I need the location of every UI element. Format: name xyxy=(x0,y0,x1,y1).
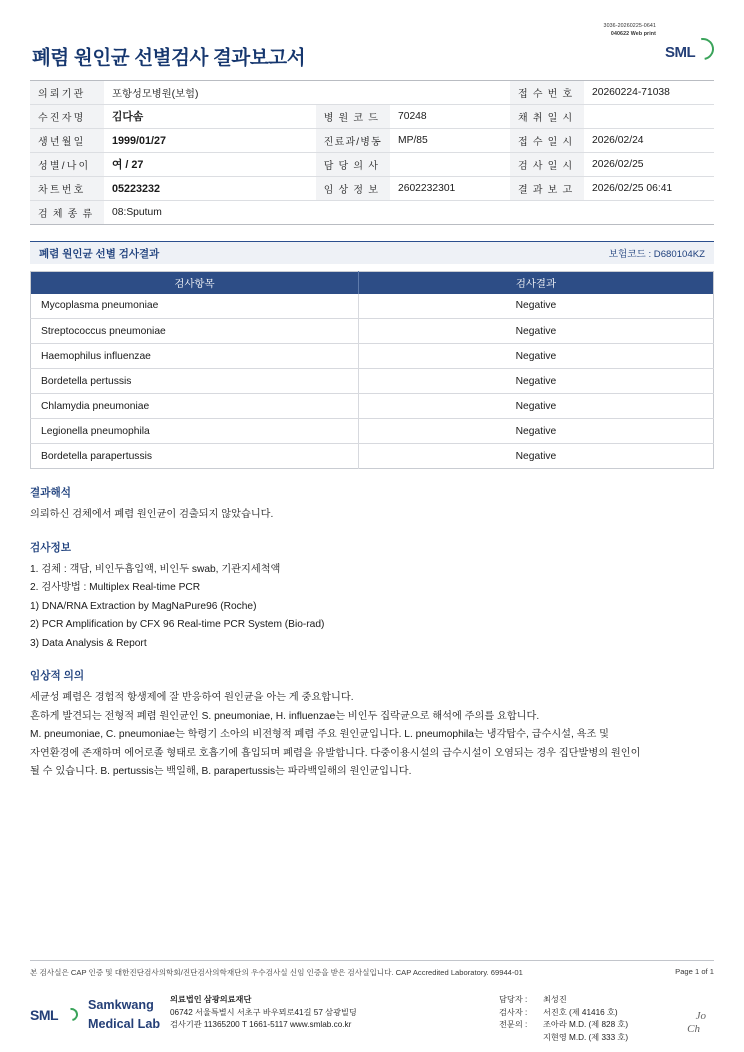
footer-logo-word1: Samkwang xyxy=(87,998,154,1013)
insurance-code: 보험코드 : D680104KZ xyxy=(608,249,705,260)
footer-person-value: 지현영 M.D. (제 333 호) xyxy=(543,1032,629,1042)
page-number: Page 1 of 1 xyxy=(675,967,714,977)
table-row xyxy=(30,153,714,177)
footer-person-row xyxy=(499,1019,714,1031)
print-code-block xyxy=(604,22,656,38)
pathogen-result: Negative xyxy=(358,419,713,444)
clinical-line: 세균성 폐렴은 경험적 항생제에 잘 반응하여 원인균을 아는 게 중요합니다. xyxy=(30,692,354,704)
info-value: 70248 xyxy=(390,105,510,129)
test-info-line: 2. 검사방법 : Multiplex Real-time PCR xyxy=(30,582,201,594)
print-code-1: 3036-20260225-0641 xyxy=(603,23,656,29)
table-row xyxy=(31,294,714,319)
pathogen-result: Negative xyxy=(358,344,713,369)
table-row xyxy=(31,344,714,369)
info-label: 의뢰기관 xyxy=(30,81,104,105)
table-row xyxy=(30,129,714,153)
info-label: 접 수 번 호 xyxy=(510,81,584,105)
column-header-result: 검사결과 xyxy=(358,272,713,294)
info-value: 2026/02/25 06:41 xyxy=(584,177,714,201)
info-value xyxy=(390,153,510,177)
info-label: 임 상 정 보 xyxy=(316,177,390,201)
info-value: 여 / 27 xyxy=(104,153,316,177)
info-label: 생년월일 xyxy=(30,129,104,153)
logo-swoosh-icon xyxy=(62,1005,80,1023)
footer-person-value: 최성진 xyxy=(543,995,567,1005)
info-label: 검 체 종 류 xyxy=(30,201,104,225)
info-label: 병 원 코 드 xyxy=(316,105,390,129)
footer-main-row xyxy=(30,992,714,1044)
test-info-line: 1) DNA/RNA Extraction by MagNaPure96 (Roche) xyxy=(30,600,257,612)
info-value: 2026/02/24 xyxy=(584,129,714,153)
table-row xyxy=(30,177,714,201)
footer-person-key: 전문의 : xyxy=(499,1020,528,1030)
footer-people-block xyxy=(499,992,714,1044)
pathogen-name: Bordetella pertussis xyxy=(31,369,359,394)
info-label: 결 과 보 고 xyxy=(510,177,584,201)
footer-person-key: 검사자 : xyxy=(499,1007,528,1017)
page-title: 폐렴 원인균 선별검사 결과보고서 xyxy=(32,47,306,69)
info-label: 차트번호 xyxy=(30,177,104,201)
clinical-line: 자연환경에 존재하며 에어로졸 형태로 호흡기에 흡입되며 폐렴을 유발합니다. 다중이용시설의 급수시설이 오염되는 경우 집단발병의 원인이 xyxy=(30,747,641,759)
clinical-line: 흔하게 발견되는 전형적 폐렴 원인균인 S. pneumoniae, H. influenzae는 비인두 집락균으로 해석에 주의를 요합니다. xyxy=(30,710,540,722)
info-label: 담 당 의 사 xyxy=(316,153,390,177)
section-title: 폐렴 원인균 선별 검사결과 xyxy=(39,247,160,260)
info-value: 05223232 xyxy=(104,177,316,201)
sml-logo-icon xyxy=(662,36,714,70)
footer-person-key: 담당자 : xyxy=(499,995,528,1005)
footer-address: 06742 서울특별시 서초구 바우뫼로41길 57 삼광빌딩 xyxy=(170,1007,357,1017)
results-section-header xyxy=(30,241,714,264)
column-header-item: 검사항목 xyxy=(31,272,359,294)
table-row xyxy=(31,419,714,444)
table-row xyxy=(30,105,714,129)
print-code-2: 040622 Web print xyxy=(610,31,656,38)
report-header xyxy=(30,22,714,74)
info-value: 김다솜 xyxy=(104,105,316,129)
info-label: 수진자명 xyxy=(30,105,104,129)
footer-person-row xyxy=(499,1032,714,1044)
pathogen-name: Streptococcus pneumoniae xyxy=(31,319,359,344)
test-info-line: 1. 검체 : 객담, 비인두흡입액, 비인두 swab, 기관지세척액 xyxy=(30,563,281,575)
pathogen-name: Bordetella parapertussis xyxy=(31,444,359,469)
interpretation-block xyxy=(30,485,714,524)
pathogen-name: Haemophilus influenzae xyxy=(31,344,359,369)
sml-logo-text: SML xyxy=(30,1006,59,1023)
info-value: 포항성모병원(보험) xyxy=(104,81,510,105)
results-table xyxy=(30,271,714,469)
test-info-line: 2) PCR Amplification by CFX 96 Real-time PCR System (Bio-rad) xyxy=(30,619,325,631)
signature-icon: Jo xyxy=(695,1010,706,1023)
info-value: 20260224-71038 xyxy=(584,81,714,105)
footer-logo-words xyxy=(88,996,160,1033)
pathogen-result: Negative xyxy=(358,369,713,394)
patient-info-table xyxy=(30,80,714,225)
footer-logo-word2: Medical Lab xyxy=(87,1016,161,1031)
pathogen-result: Negative xyxy=(358,394,713,419)
test-info-title: 검사정보 xyxy=(30,541,71,554)
info-value: 2026/02/25 xyxy=(584,153,714,177)
table-header-row xyxy=(31,272,714,294)
clinical-line: 될 수 있습니다. B. pertussis는 백일해, B. parapertussis는 파라백일해의 원인균입니다. xyxy=(30,766,412,778)
pathogen-result: Negative xyxy=(358,444,713,469)
signature-icon: Ch xyxy=(687,1023,700,1036)
footer-person-row xyxy=(499,994,714,1006)
footer-person-value: 조아라 M.D. (제 828 호) xyxy=(543,1020,629,1030)
info-label: 진료과/병동 xyxy=(316,129,390,153)
info-label: 접 수 일 시 xyxy=(510,129,584,153)
test-info-line: 3) Data Analysis & Report xyxy=(30,637,147,649)
clinical-line: M. pneumoniae, C. pneumoniae는 학령기 소아의 비전형적 폐렴 주요 원인균입니다. L. pneumophila는 냉각탑수, 급수시설, 욕조 및 xyxy=(30,729,610,741)
accreditation-note: 본 검사실은 CAP 인증 및 대한진단검사의학회/진단검사의학재단의 우수검사실 신임 인증을 받은 검사실입니다. CAP Accredited Laboratory. 69944-01 xyxy=(30,968,523,978)
table-row xyxy=(30,81,714,105)
table-row xyxy=(30,201,714,225)
info-label: 성별/나이 xyxy=(30,153,104,177)
table-row xyxy=(31,319,714,344)
info-label: 채 취 일 시 xyxy=(510,105,584,129)
info-value: MP/85 xyxy=(390,129,510,153)
info-value: 1999/01/27 xyxy=(104,129,316,153)
test-info-block xyxy=(30,540,714,653)
info-value: 2602232301 xyxy=(390,177,510,201)
clinical-significance-block xyxy=(30,668,714,781)
footer-address-block xyxy=(170,992,499,1031)
table-row xyxy=(31,369,714,394)
pathogen-name: Mycoplasma pneumoniae xyxy=(41,300,159,312)
footer-person-value: 서진호 (제 41416 호) xyxy=(543,1007,618,1017)
info-label: 검 사 일 시 xyxy=(510,153,584,177)
table-row xyxy=(31,394,714,419)
info-value xyxy=(584,105,714,129)
pathogen-result: Negative xyxy=(358,294,713,319)
pathogen-result: Negative xyxy=(358,319,713,344)
report-footer xyxy=(30,960,714,1044)
table-row xyxy=(31,444,714,469)
clinical-title: 임상적 의의 xyxy=(30,670,85,683)
pathogen-name: Legionella pneumophila xyxy=(31,419,359,444)
footer-logo xyxy=(30,992,170,1033)
info-value: 08:Sputum xyxy=(112,207,162,218)
pathogen-name: Chlamydia pneumoniae xyxy=(31,394,359,419)
footer-org: 의료법인 삼광의료재단 xyxy=(170,995,252,1005)
footer-contact: 검사기관 11365200 T 1661-5117 www.smlab.co.kr xyxy=(170,1020,352,1030)
footer-person-row xyxy=(499,1007,714,1019)
interpretation-text: 의뢰하신 검체에서 폐렴 원인균이 검출되지 않았습니다. xyxy=(30,509,274,520)
sml-logo-text: SML xyxy=(665,44,696,61)
footer-note-row xyxy=(30,960,714,978)
interpretation-title: 결과해석 xyxy=(30,487,71,499)
